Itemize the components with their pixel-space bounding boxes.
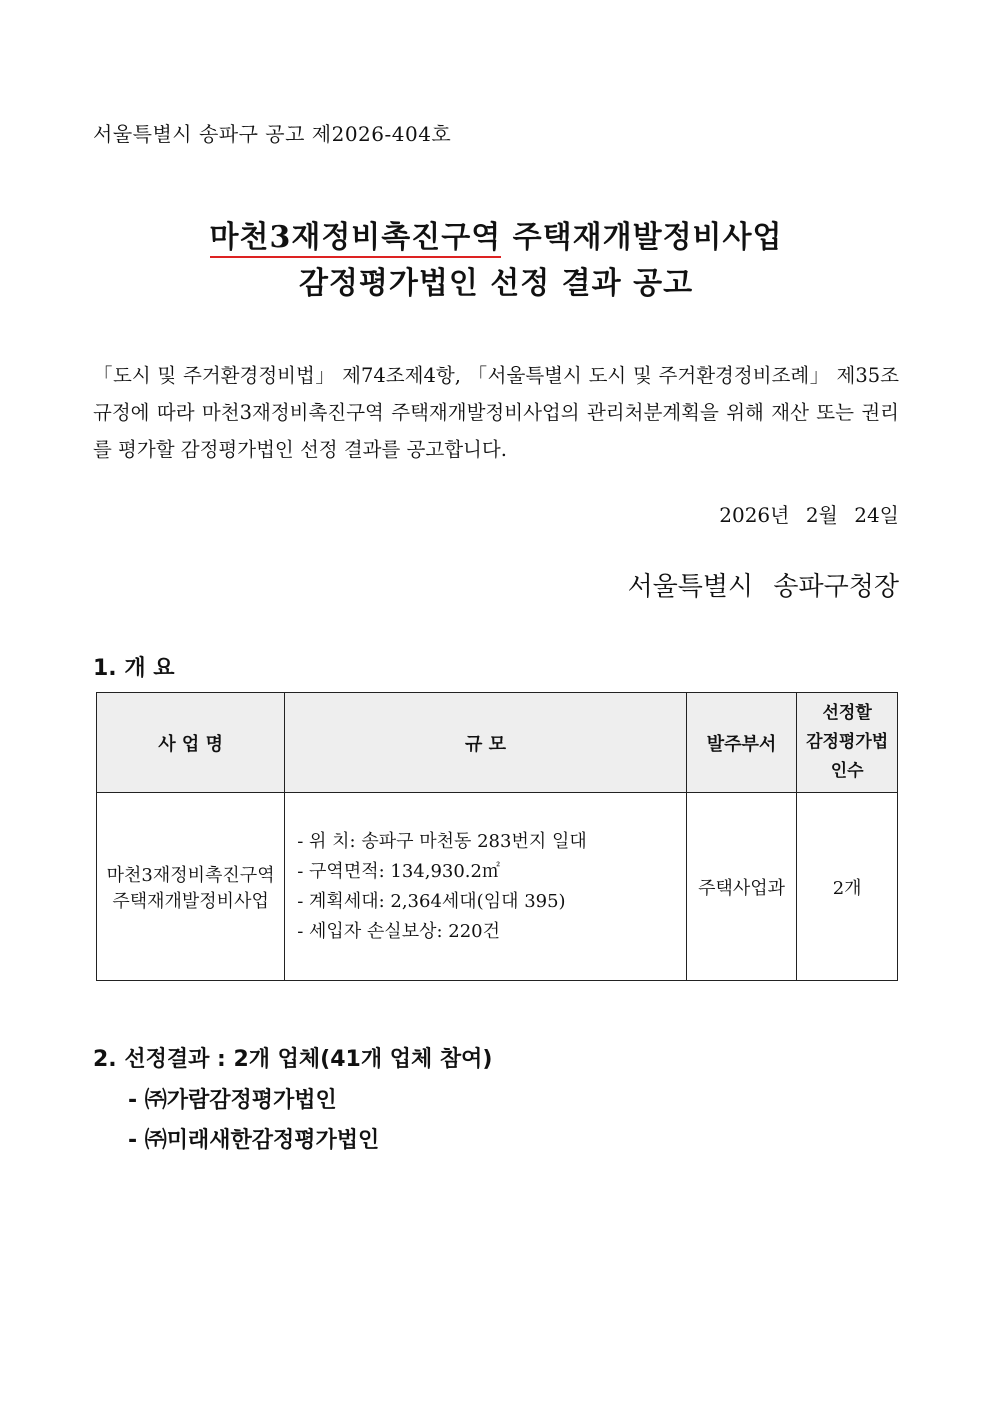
signer: 서울특별시 송파구청장 xyxy=(627,572,899,602)
list-item: - ㈜미래새한감정평가법인 xyxy=(128,1128,380,1153)
table-header-row xyxy=(97,693,898,793)
header-department: 발주부서 xyxy=(686,693,796,793)
list-item: - ㈜가람감정평가법인 xyxy=(128,1088,337,1113)
section-1-heading: 1. 개 요 xyxy=(93,656,175,681)
title-underlined-part: 마천3재정비촉진구역 xyxy=(210,220,502,258)
project-name-line-2: 주택재개발정비사업 xyxy=(112,890,269,912)
scale-location: - 위 치: 송파구 마천동 283번지 일대 xyxy=(297,830,587,852)
scale-households: - 계획세대: 2,364세대(임대 395) xyxy=(297,890,566,912)
notice-date: 2026년 2월 24일 xyxy=(719,503,899,527)
header-scale: 규 모 xyxy=(285,693,687,793)
overview-table xyxy=(96,692,898,981)
table-row xyxy=(97,793,898,981)
header-count-line-3: 인수 xyxy=(830,761,864,781)
scale-area: - 구역면적: 134,930.2㎡ xyxy=(297,860,500,882)
title-line-1 xyxy=(0,212,992,256)
header-appraiser-count xyxy=(797,693,898,793)
title-rest: 주택재개발정비사업 xyxy=(501,220,783,255)
scale-compensation: - 세입자 손실보상: 220건 xyxy=(297,920,501,942)
cell-department: 주택사업과 xyxy=(686,793,796,981)
title-line-2: 감정평가법인 선정 결과 공고 xyxy=(298,266,694,301)
notice-number: 서울특별시 송파구 공고 제2026-404호 xyxy=(93,122,452,146)
cell-scale xyxy=(285,793,687,981)
section-2-heading: 2. 선정결과 : 2개 업체(41개 업체 참여) xyxy=(93,1047,493,1072)
project-name-line-1: 마천3재정비촉진구역 xyxy=(106,864,275,886)
header-count-line-1: 선정할 xyxy=(822,703,872,723)
cell-project-name xyxy=(97,793,285,981)
notice-body: 「도시 및 주거환경정비법」 제74조제4항, 「서울특별시 도시 및 주거환경정비조례」 제35조 규정에 따라 마천3재정비촉진구역 주택재개발정비사업의 관리처분계획을 위해 재산 또는 권리를 평가할 감정평가법인 선정 결과를 공고합니다. xyxy=(93,364,899,461)
cell-count: 2개 xyxy=(797,793,898,981)
header-count-line-2: 감정평가법 xyxy=(806,732,889,752)
header-project-name: 사 업 명 xyxy=(97,693,285,793)
